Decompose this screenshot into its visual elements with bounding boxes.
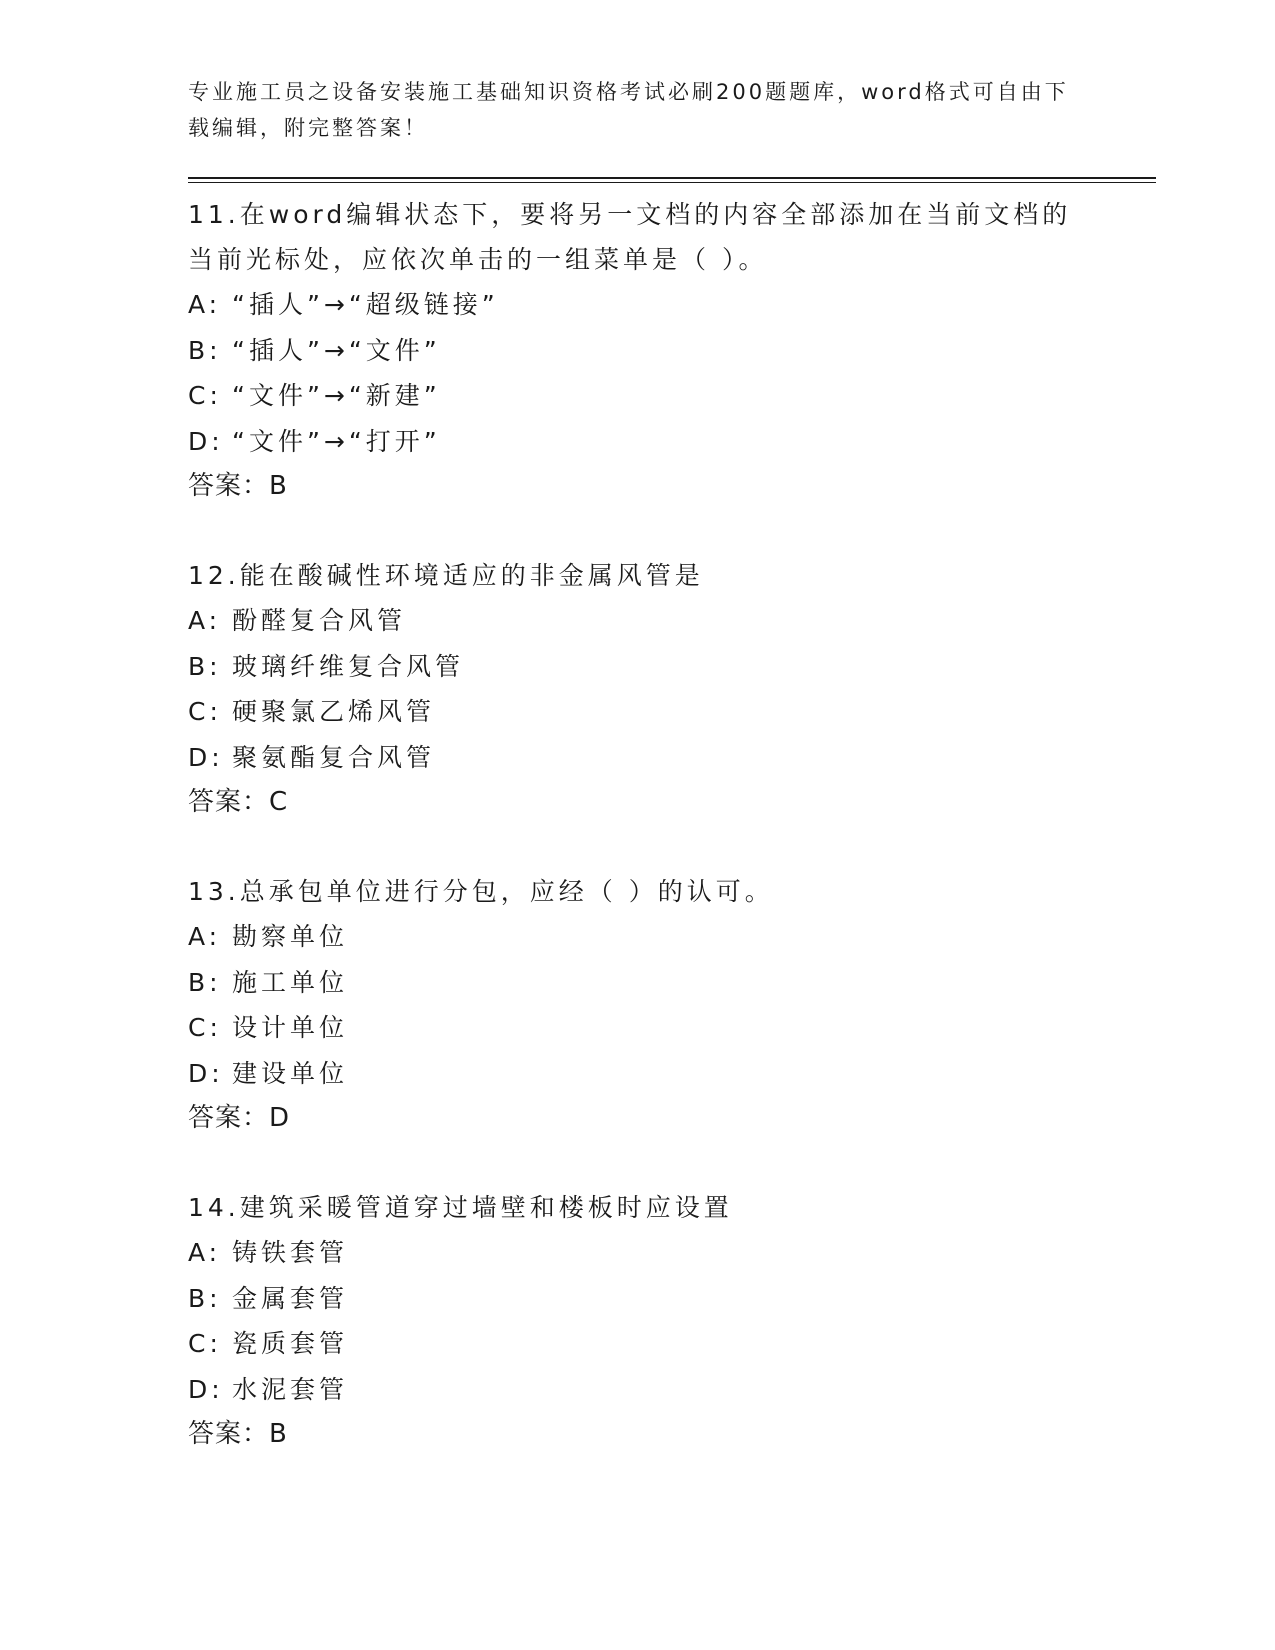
question-stem: 12.能在酸碱性环境适应的非金属风管是 — [188, 561, 704, 590]
option-letter: B: — [188, 967, 222, 997]
option-text: “文件”→“打开” — [232, 426, 441, 456]
answer-line: 答案：B — [188, 471, 288, 501]
option-a — [188, 1230, 1088, 1276]
question-list — [188, 192, 1088, 1457]
option-d — [188, 1367, 1088, 1413]
option-letter: D: — [188, 742, 224, 772]
option-text: 勘察单位 — [232, 922, 349, 951]
option-text: 玻璃纤维复合风管 — [232, 651, 465, 681]
question-11 — [188, 192, 1088, 509]
answer-line: 答案：C — [188, 787, 289, 817]
document-header: 专业施工员之设备安装施工基础知识资格考试必刷200题题库，word格式可自由下载编辑，附完整答案！ — [188, 80, 1069, 140]
option-text: 酚醛复合风管 — [232, 606, 407, 635]
question-14 — [188, 1185, 1088, 1457]
option-letter: C: — [188, 381, 222, 410]
question-12 — [188, 553, 1088, 825]
option-text: 硬聚氯乙烯风管 — [232, 697, 436, 726]
header-divider — [188, 177, 1156, 183]
question-stem: 11.在word编辑状态下，要将另一文档的内容全部添加在当前文档的当前光标处，应依次单击的一组菜单是（ ）。 — [188, 200, 1072, 274]
question-stem: 14.建筑采暖管道穿过墙壁和楼板时应设置 — [188, 1193, 733, 1222]
option-d — [188, 735, 1088, 781]
question-13 — [188, 869, 1088, 1141]
option-letter: A: — [188, 922, 222, 951]
option-text: 铸铁套管 — [232, 1238, 349, 1267]
option-letter: C: — [188, 697, 222, 726]
option-letter: D: — [188, 1058, 224, 1088]
option-letter: B: — [188, 1283, 222, 1313]
option-letter: A: — [188, 290, 222, 319]
option-b — [188, 1276, 1088, 1322]
option-a — [188, 598, 1088, 644]
option-letter: D: — [188, 1374, 224, 1404]
option-letter: B: — [188, 651, 222, 681]
option-letter: A: — [188, 606, 222, 635]
option-letter: A: — [188, 1238, 222, 1267]
option-c — [188, 689, 1088, 735]
option-letter: C: — [188, 1013, 222, 1042]
option-b — [188, 960, 1088, 1006]
option-c — [188, 1005, 1088, 1051]
question-stem: 13.总承包单位进行分包，应经（ ）的认可。 — [188, 877, 774, 906]
option-text: 金属套管 — [232, 1283, 349, 1313]
option-text: 瓷质套管 — [232, 1329, 349, 1358]
option-a — [188, 282, 1088, 328]
option-b — [188, 328, 1088, 374]
option-text: 聚氨酯复合风管 — [232, 742, 436, 772]
option-text: “插人”→“文件” — [232, 335, 441, 365]
option-text: 设计单位 — [232, 1013, 349, 1042]
option-text: 建设单位 — [232, 1058, 349, 1088]
option-b — [188, 644, 1088, 690]
option-a — [188, 914, 1088, 960]
option-text: “文件”→“新建” — [232, 381, 441, 410]
option-d — [188, 419, 1088, 465]
option-d — [188, 1051, 1088, 1097]
option-c — [188, 373, 1088, 419]
answer-line: 答案：B — [188, 1419, 288, 1449]
option-text: 水泥套管 — [232, 1374, 349, 1404]
option-text: “插人”→“超级链接” — [232, 290, 499, 319]
option-letter: B: — [188, 335, 222, 365]
option-letter: D: — [188, 426, 224, 456]
answer-line: 答案：D — [188, 1103, 291, 1133]
option-letter: C: — [188, 1329, 222, 1358]
option-text: 施工单位 — [232, 967, 349, 997]
option-c — [188, 1321, 1088, 1367]
